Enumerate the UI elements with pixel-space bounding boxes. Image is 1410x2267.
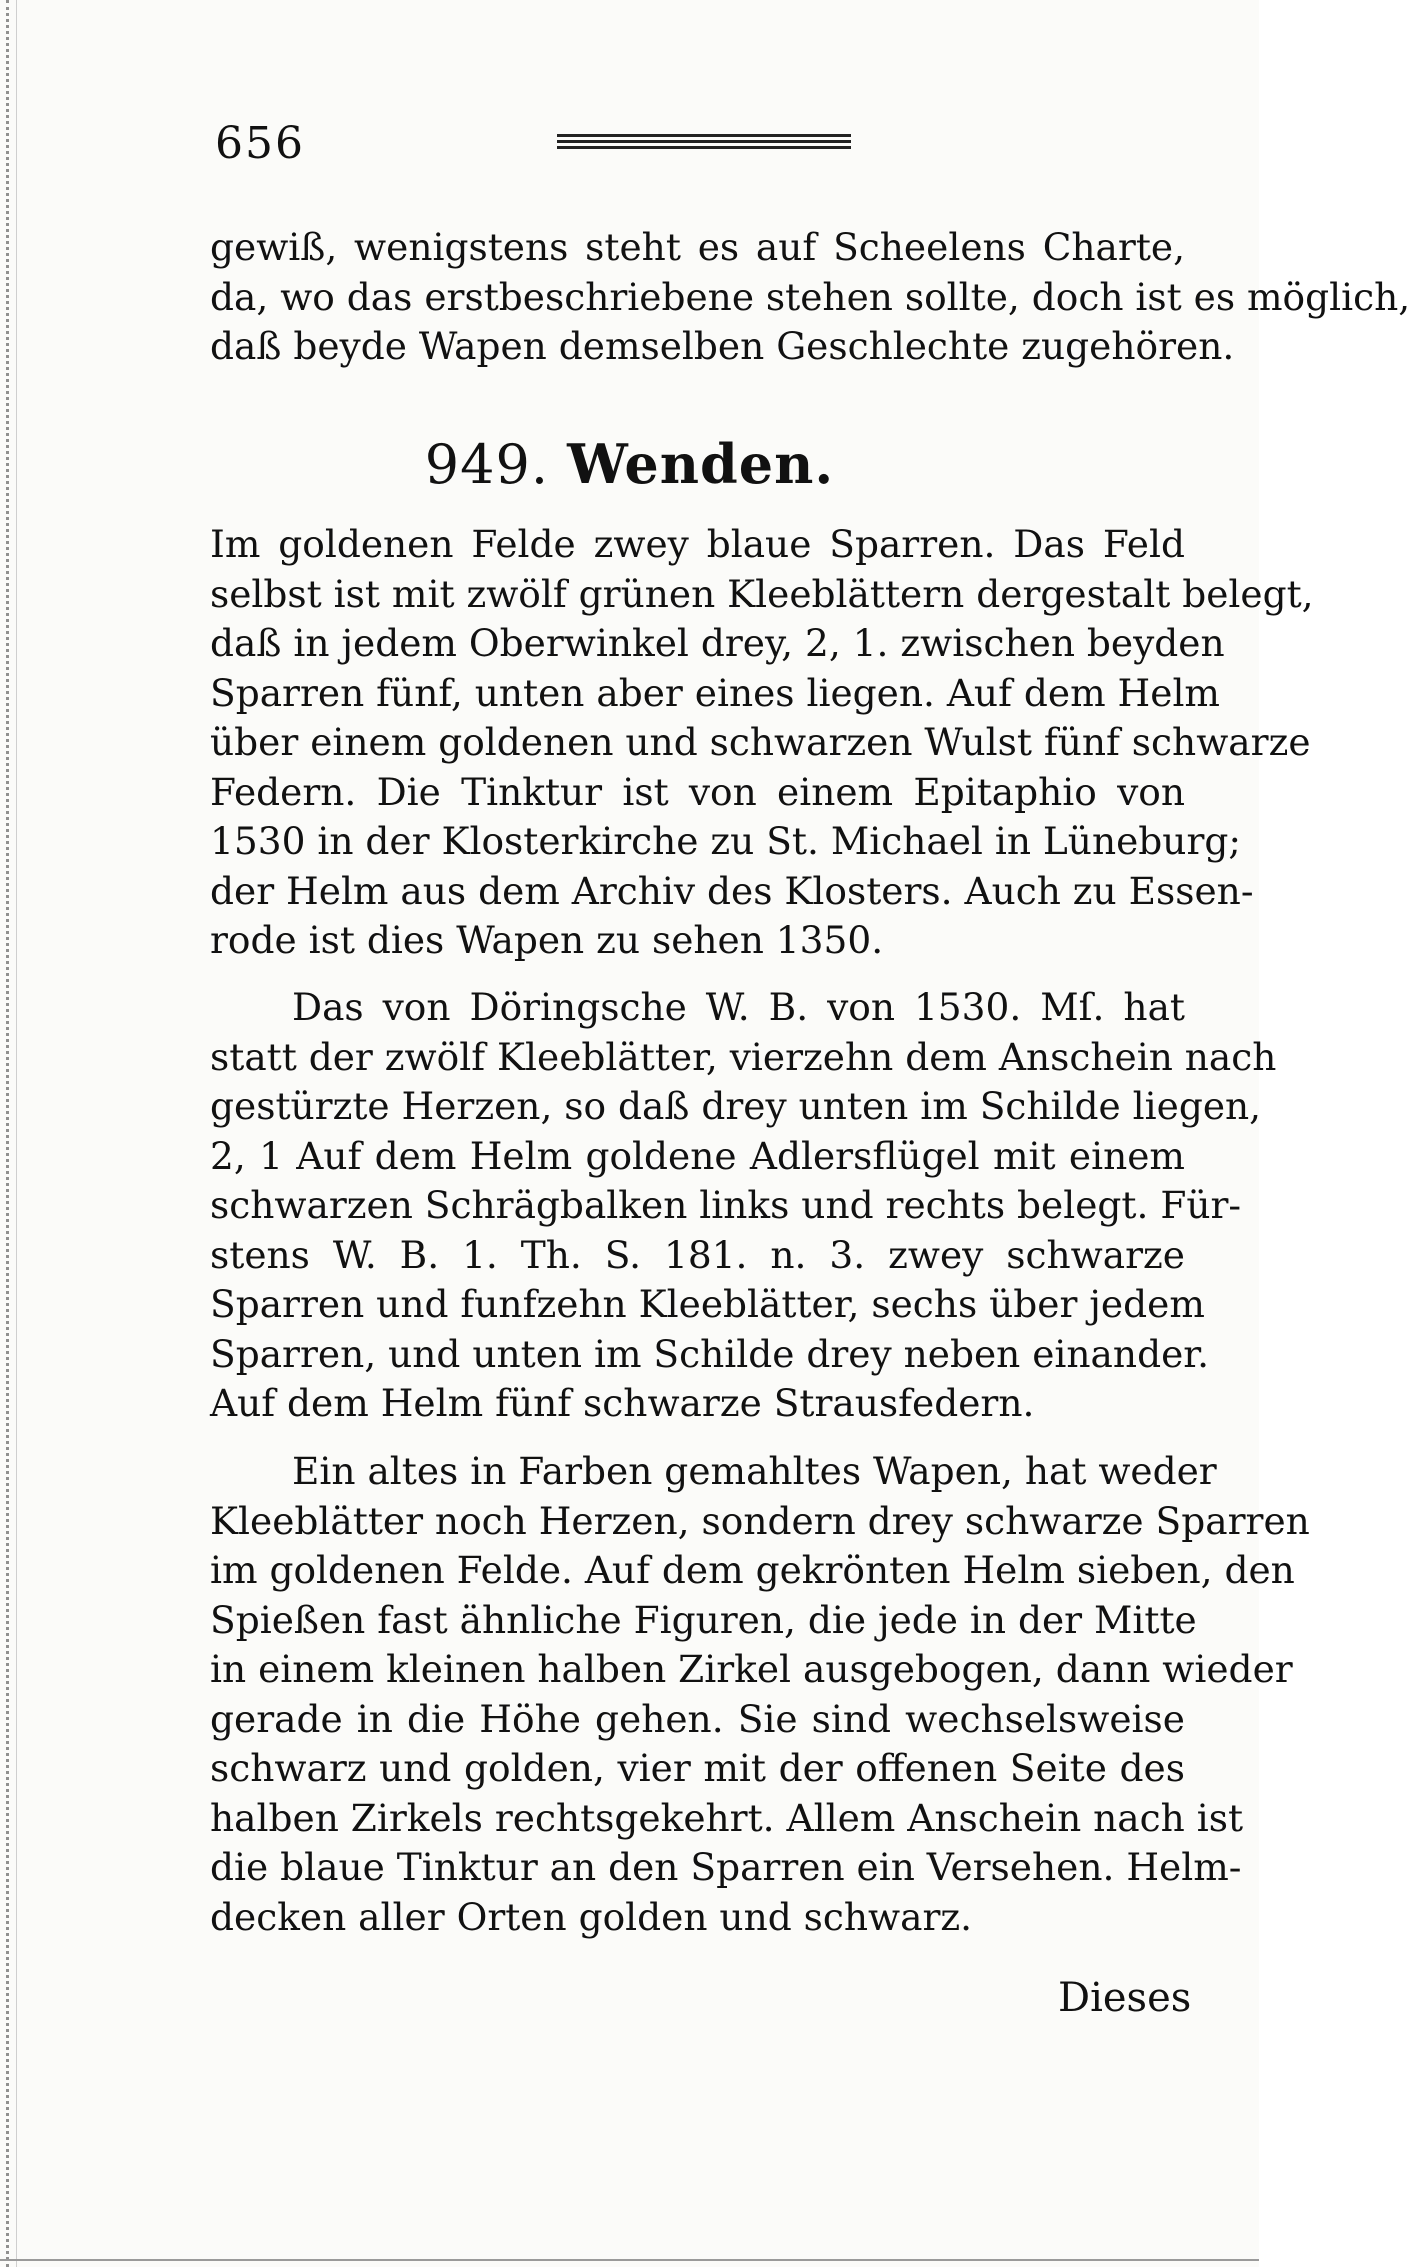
text-line: Ein altes in Farben gemahltes Wapen, hat weder [292, 1449, 1217, 1493]
header-ornamental-rule [557, 134, 851, 150]
paragraph-3 [210, 1447, 1310, 1942]
text-line: gestürzte Herzen, so daß drey unten im Schilde liegen, [210, 1084, 1262, 1128]
intro-continuation [210, 223, 1410, 372]
text-line: selbst ist mit zwölf grünen Kleeblättern dergestalt belegt, [210, 571, 1314, 616]
section-title: Wenden. [567, 432, 835, 496]
text-line: die blaue Tinktur an den Sparren ein Versehen. Helm- [210, 1845, 1242, 1889]
page-number: 656 [215, 118, 305, 169]
text-line: statt der zwölf Kleeblätter, vierzehn dem Anschein nach [210, 1034, 1277, 1079]
text-line: gerade in die Höhe gehen. Sie sind wechselsweise [210, 1696, 1185, 1741]
text-line: schwarz und golden, vier mit der offenen Seite des [210, 1746, 1185, 1790]
text-line: Kleeblätter noch Herzen, sondern drey schwarze Sparren [210, 1498, 1310, 1543]
text-line: im goldenen Felde. Auf dem gekrönten Helm sieben, den [210, 1548, 1295, 1592]
catchword: Dieses [1058, 1975, 1192, 2021]
text-line: über einem goldenen und schwarzen Wulst fünf schwarze [210, 720, 1311, 764]
page-bottom-edge [0, 2259, 1259, 2261]
text-line: Spießen fast ähnliche Figuren, die jede in der Mitte [210, 1597, 1197, 1642]
page-fold-line [16, 0, 17, 2267]
paragraph-2 [210, 983, 1277, 1429]
text-line: der Helm aus dem Archiv des Klosters. Auch zu Essen- [210, 868, 1254, 913]
text-line: halben Zirkels rechtsgekehrt. Allem Anschein nach ist [210, 1795, 1244, 1840]
text-line: 2, 1 Auf dem Helm goldene Adlersflügel mit einem [210, 1133, 1185, 1178]
section-number: 949. [424, 433, 549, 496]
text-line: daß in jedem Oberwinkel drey, 2, 1. zwischen beyden [210, 621, 1225, 665]
text-line: Im goldenen Felde zwey blaue Sparren. Das Feld [210, 522, 1185, 566]
text-line: Sparren und funfzehn Kleeblätter, sechs über jedem [210, 1282, 1205, 1326]
text-line: 1530 in der Klosterkirche zu St. Michael in Lüneburg; [210, 819, 1242, 863]
section-heading [0, 432, 1259, 496]
text-line: gewiß, wenigstens steht es auf Scheelens Charte, [210, 225, 1185, 269]
text-line: Sparren, und unten im Schilde drey neben einander. [210, 1331, 1209, 1376]
text-line: in einem kleinen halben Zirkel ausgebogen, dann wieder [210, 1647, 1293, 1691]
text-line: stens W. B. 1. Th. S. 181. n. 3. zwey schwarze [210, 1232, 1185, 1277]
text-line: Federn. Die Tinktur ist von einem Epitaphio von [210, 769, 1185, 814]
text-line: da, wo das erstbeschriebene stehen sollte, doch ist es möglich, [210, 274, 1410, 319]
text-line: daß beyde Wapen demselben Geschlechte zugehören. [210, 324, 1235, 368]
text-line: rode ist dies Wapen zu sehen 1350. [210, 918, 884, 962]
text-line: Das von Döringsche W. B. von 1530. Mſ. hat [292, 985, 1185, 1029]
text-line: Sparren fünf, unten aber eines liegen. Auf dem Helm [210, 670, 1220, 715]
text-line: Auf dem Helm fünf schwarze Strausfedern. [210, 1381, 1035, 1425]
page-binding-edge [6, 0, 13, 2267]
paragraph-1 [210, 520, 1314, 966]
text-line: schwarzen Schrägbalken links und rechts belegt. Für- [210, 1183, 1242, 1227]
text-line: decken aller Orten golden und schwarz. [210, 1894, 973, 1939]
